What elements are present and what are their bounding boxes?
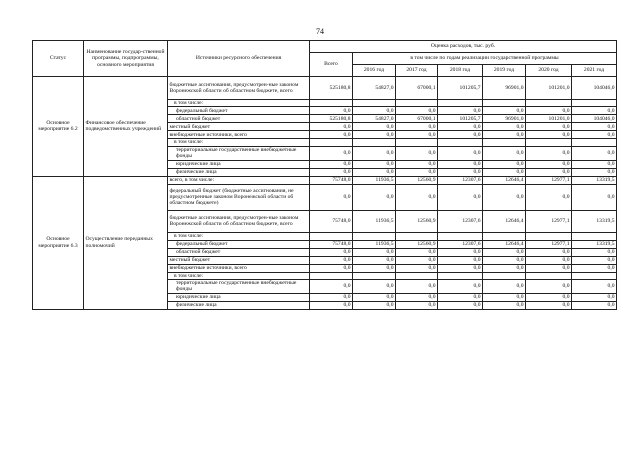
year-value-cell [396, 272, 438, 279]
year-value-cell: 12307,6 [438, 176, 483, 184]
year-value-cell: 0,0 [483, 123, 526, 131]
year-value-cell: 104046,0 [572, 115, 617, 123]
total-value-cell: 0,0 [310, 293, 353, 301]
year-value-cell: 0,0 [438, 160, 483, 168]
estimate-header: Оценка расходов, тыс. руб. [310, 41, 617, 53]
total-value-cell: 0,0 [310, 123, 353, 131]
year-value-cell: 0,0 [438, 123, 483, 131]
expenditure-table [32, 40, 617, 310]
source-cell: федеральный бюджет [168, 240, 310, 248]
year-value-cell: 0,0 [396, 123, 438, 131]
year-value-cell: 0,0 [353, 131, 396, 139]
table-row [33, 77, 617, 100]
year-value-cell: 96901,0 [483, 77, 526, 100]
year-value-cell: 12307,6 [438, 210, 483, 232]
year-value-cell: 0,0 [353, 146, 396, 160]
year-value-cell: 101205,7 [438, 115, 483, 123]
source-cell: областной бюджет [168, 248, 310, 256]
year-value-cell: 12560,9 [396, 210, 438, 232]
status-cell: Основное мероприятие 6.3 [33, 176, 84, 309]
year-value-cell [483, 272, 526, 279]
year-value-cell: 0,0 [526, 184, 572, 210]
year-value-cell: 0,0 [483, 280, 526, 294]
year-value-cell [526, 272, 572, 279]
source-cell: бюджетные ассигнования, предусмотрен-ные законом Воронежской области об областном бюджете, всего [168, 77, 310, 100]
year-value-cell: 12646,4 [483, 240, 526, 248]
year-value-cell: 0,0 [526, 256, 572, 264]
year-value-cell [483, 100, 526, 107]
year-value-cell: 0,0 [438, 107, 483, 115]
year-value-cell: 0,0 [353, 280, 396, 294]
source-cell: территориальные государственные внебюджетные фонды [168, 146, 310, 160]
total-value-cell [310, 272, 353, 279]
year-value-cell: 0,0 [353, 123, 396, 131]
year-value-cell: 12977,1 [526, 240, 572, 248]
year-value-cell: 0,0 [483, 146, 526, 160]
year-value-cell [396, 100, 438, 107]
year-value-cell [572, 272, 617, 279]
year-value-cell: 11936,5 [353, 176, 396, 184]
source-cell: местный бюджет [168, 123, 310, 131]
year-value-cell: 0,0 [572, 160, 617, 168]
year-value-cell: 0,0 [483, 293, 526, 301]
year-value-cell [438, 100, 483, 107]
year-value-cell: 0,0 [353, 293, 396, 301]
year-value-cell: 54827,0 [353, 115, 396, 123]
year-value-cell: 0,0 [396, 107, 438, 115]
total-value-cell [310, 100, 353, 107]
name-cell: Осуществление переданных полномочий [84, 176, 168, 309]
year-value-cell [526, 100, 572, 107]
total-value-cell: 75748,0 [310, 176, 353, 184]
year-value-cell: 0,0 [526, 264, 572, 272]
year-value-cell: 101201,0 [526, 115, 572, 123]
year-value-cell [438, 272, 483, 279]
year-value-cell [396, 232, 438, 240]
year-value-cell: 0,0 [483, 131, 526, 139]
year-value-cell: 0,0 [396, 184, 438, 210]
total-value-cell: 525180,8 [310, 77, 353, 100]
year-value-cell [572, 139, 617, 146]
year-value-cell: 0,0 [438, 256, 483, 264]
year-value-cell: 0,0 [438, 301, 483, 309]
year-value-cell: 0,0 [438, 293, 483, 301]
year-value-cell: 0,0 [396, 256, 438, 264]
year-value-cell: 0,0 [353, 301, 396, 309]
year-value-cell: 12977,1 [526, 176, 572, 184]
year-value-cell: 0,0 [353, 168, 396, 176]
year-value-cell: 0,0 [483, 256, 526, 264]
year-value-cell: 0,0 [526, 123, 572, 131]
total-value-cell: 0,0 [310, 264, 353, 272]
total-value-cell: 0,0 [310, 131, 353, 139]
year-header: 2020 год [526, 65, 572, 77]
year-value-cell: 0,0 [483, 184, 526, 210]
source-cell: внебюджетные источники, всего [168, 264, 310, 272]
total-value-cell: 0,0 [310, 184, 353, 210]
total-value-cell: 0,0 [310, 107, 353, 115]
year-value-cell: 0,0 [572, 280, 617, 294]
year-value-cell: 0,0 [483, 107, 526, 115]
year-value-cell: 0,0 [396, 293, 438, 301]
total-value-cell: 0,0 [310, 160, 353, 168]
year-value-cell: 0,0 [396, 264, 438, 272]
year-header: 2016 год [353, 65, 396, 77]
year-value-cell: 11936,5 [353, 210, 396, 232]
source-cell: всего, в том числе: [168, 176, 310, 184]
year-value-cell: 0,0 [353, 107, 396, 115]
year-value-cell: 0,0 [526, 168, 572, 176]
year-header: 2021 год [572, 65, 617, 77]
year-value-cell: 0,0 [353, 184, 396, 210]
year-value-cell: 0,0 [526, 131, 572, 139]
status-header: Статус [33, 41, 84, 77]
source-header: Источники ресурсного обеспечения [168, 41, 310, 77]
table-row [33, 176, 617, 184]
year-value-cell: 54827,0 [353, 77, 396, 100]
year-value-cell: 0,0 [483, 301, 526, 309]
total-header: Всего [310, 53, 353, 77]
source-cell: территориальные государственные внебюджетные фонды [168, 280, 310, 294]
year-value-cell [353, 232, 396, 240]
total-value-cell: 75748,0 [310, 210, 353, 232]
year-value-cell [483, 232, 526, 240]
source-cell: областной бюджет [168, 115, 310, 123]
year-value-cell: 12307,6 [438, 240, 483, 248]
year-value-cell [438, 232, 483, 240]
year-value-cell: 0,0 [396, 248, 438, 256]
year-value-cell: 101201,0 [526, 77, 572, 100]
year-value-cell: 104046,0 [572, 77, 617, 100]
year-value-cell: 13319,5 [572, 176, 617, 184]
year-value-cell: 0,0 [396, 168, 438, 176]
year-value-cell: 0,0 [438, 146, 483, 160]
year-value-cell: 0,0 [572, 123, 617, 131]
source-cell: юридические лица [168, 160, 310, 168]
page-number: 74 [316, 27, 324, 36]
year-value-cell: 0,0 [353, 264, 396, 272]
year-value-cell: 0,0 [438, 280, 483, 294]
year-value-cell [483, 139, 526, 146]
year-value-cell: 96901,0 [483, 115, 526, 123]
year-value-cell [572, 100, 617, 107]
year-value-cell: 0,0 [572, 131, 617, 139]
total-value-cell: 75748,0 [310, 240, 353, 248]
source-cell: внебюджетные источники, всего [168, 131, 310, 139]
by-years-header: в том числе по годам реализации государственной программы [353, 53, 617, 65]
year-value-cell: 0,0 [396, 301, 438, 309]
status-cell: Основное мероприятие 6.2 [33, 77, 84, 177]
year-value-cell: 0,0 [483, 264, 526, 272]
year-value-cell: 11936,5 [353, 240, 396, 248]
total-value-cell: 0,0 [310, 256, 353, 264]
total-value-cell: 0,0 [310, 146, 353, 160]
year-value-cell: 0,0 [483, 248, 526, 256]
year-value-cell [438, 139, 483, 146]
year-value-cell: 0,0 [526, 301, 572, 309]
table-body [33, 77, 617, 310]
year-value-cell: 0,0 [572, 107, 617, 115]
source-cell: в том числе: [168, 139, 310, 146]
source-cell: в том числе: [168, 100, 310, 107]
name-cell: Финансовое обеспечение подведомственных учреждений [84, 77, 168, 177]
year-value-cell: 0,0 [572, 248, 617, 256]
year-header: 2017 год [396, 65, 438, 77]
year-header: 2018 год [438, 65, 483, 77]
name-header: Наименование государ-ственной программы, подпрограммы, основного мероприятия [84, 41, 168, 77]
year-value-cell: 0,0 [572, 184, 617, 210]
year-value-cell: 0,0 [438, 131, 483, 139]
year-value-cell: 12646,4 [483, 210, 526, 232]
year-value-cell: 0,0 [526, 160, 572, 168]
year-value-cell: 12560,9 [396, 176, 438, 184]
total-value-cell: 0,0 [310, 248, 353, 256]
year-value-cell [572, 232, 617, 240]
year-value-cell: 0,0 [438, 248, 483, 256]
year-value-cell: 101205,7 [438, 77, 483, 100]
source-cell: бюджетные ассигнования, предусмотрен-ные законом Воронежской области об областном бюджете, всего [168, 210, 310, 232]
year-value-cell: 0,0 [526, 107, 572, 115]
year-value-cell: 12977,1 [526, 210, 572, 232]
source-cell: физические лица [168, 301, 310, 309]
year-value-cell: 0,0 [396, 160, 438, 168]
total-value-cell: 0,0 [310, 168, 353, 176]
year-value-cell: 0,0 [438, 168, 483, 176]
year-value-cell: 0,0 [572, 301, 617, 309]
year-value-cell: 0,0 [572, 264, 617, 272]
year-value-cell: 0,0 [396, 131, 438, 139]
source-cell: в том числе: [168, 232, 310, 240]
source-cell: местный бюджет [168, 256, 310, 264]
year-value-cell: 0,0 [526, 146, 572, 160]
year-value-cell [396, 139, 438, 146]
year-value-cell: 0,0 [483, 168, 526, 176]
year-value-cell: 13319,5 [572, 240, 617, 248]
total-value-cell: 0,0 [310, 301, 353, 309]
year-value-cell [353, 139, 396, 146]
year-value-cell: 0,0 [572, 293, 617, 301]
year-value-cell: 12560,9 [396, 240, 438, 248]
year-value-cell [353, 272, 396, 279]
source-cell: юридические лица [168, 293, 310, 301]
year-value-cell: 0,0 [353, 248, 396, 256]
source-cell: федеральный бюджет [168, 107, 310, 115]
source-cell: физические лица [168, 168, 310, 176]
total-value-cell [310, 232, 353, 240]
year-value-cell [526, 139, 572, 146]
year-value-cell: 0,0 [572, 256, 617, 264]
year-value-cell: 0,0 [438, 264, 483, 272]
total-value-cell: 0,0 [310, 280, 353, 294]
year-value-cell: 13319,5 [572, 210, 617, 232]
year-value-cell [526, 232, 572, 240]
year-value-cell: 67000,1 [396, 115, 438, 123]
total-value-cell: 525180,8 [310, 115, 353, 123]
year-value-cell: 12646,4 [483, 176, 526, 184]
total-value-cell [310, 139, 353, 146]
year-value-cell: 0,0 [572, 168, 617, 176]
source-cell: федеральный бюджет (бюджетные ассигнования, не предусмотренные законом Воронежской области об областном бюджете) [168, 184, 310, 210]
year-value-cell: 0,0 [483, 160, 526, 168]
year-value-cell: 0,0 [396, 280, 438, 294]
year-value-cell: 0,0 [438, 184, 483, 210]
year-value-cell: 0,0 [526, 280, 572, 294]
year-value-cell [353, 100, 396, 107]
year-value-cell: 67000,1 [396, 77, 438, 100]
year-value-cell: 0,0 [353, 160, 396, 168]
year-value-cell: 0,0 [353, 256, 396, 264]
year-value-cell: 0,0 [526, 293, 572, 301]
year-value-cell: 0,0 [572, 146, 617, 160]
year-header: 2019 год [483, 65, 526, 77]
year-value-cell: 0,0 [396, 146, 438, 160]
year-value-cell: 0,0 [526, 248, 572, 256]
source-cell: в том числе: [168, 272, 310, 279]
